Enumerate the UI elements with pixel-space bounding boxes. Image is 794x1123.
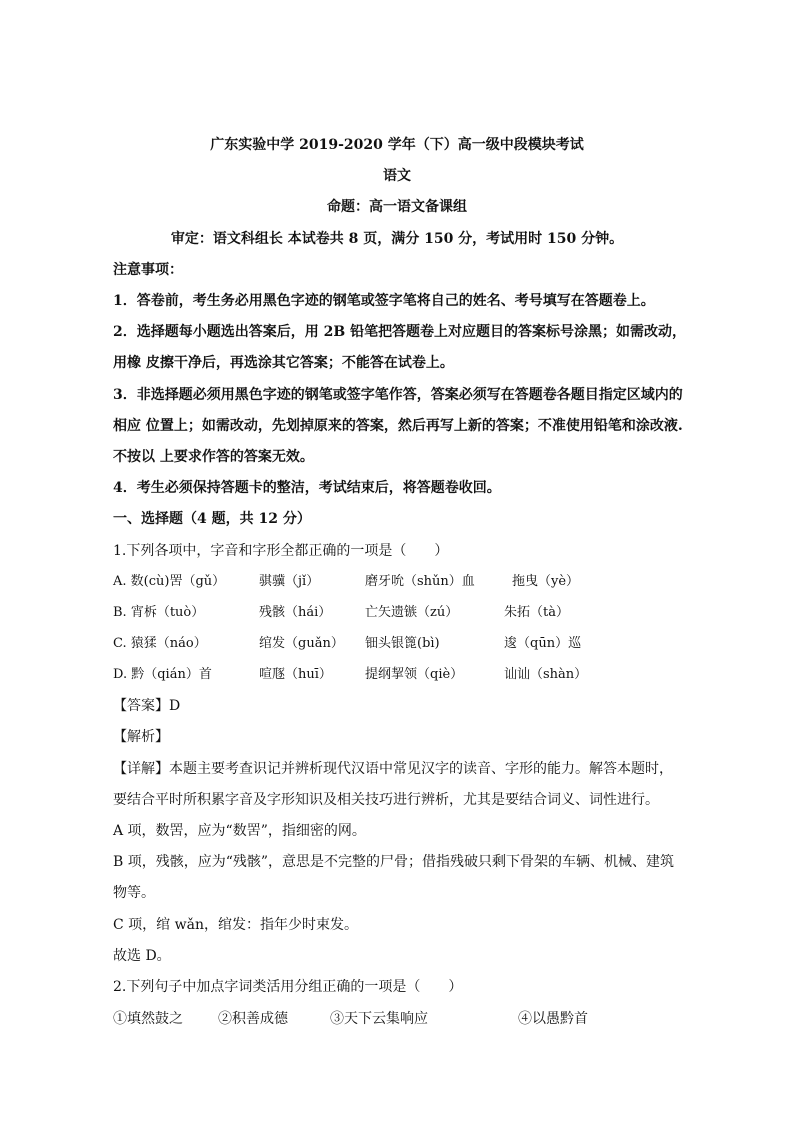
note-item-2-line-1: 2．选择题每小题选出答案后，用 2B 铅笔把答题卷上对应题目的答案标号涂黑；如需改动， — [113, 324, 687, 340]
option-cell: 磨牙吮（shǔn）血 — [365, 574, 475, 589]
section-heading: 一、选择题（4 题，共 12 分） — [113, 511, 311, 527]
analysis-item-b-line-2: 物等。 — [113, 885, 155, 901]
analysis-item-a: A 项，数罟，应为“数罟”，指细密的网。 — [113, 823, 366, 839]
question-2-item: ④以愚黔首 — [518, 1011, 588, 1027]
option-cell: 绾发（guǎn） — [259, 636, 344, 651]
review-line: 审定：语文科组长 本试卷共 8 页，满分 150 分，考试用时 150 分钟。 — [170, 231, 624, 247]
option-cell: B. 宵柝（tuò） — [113, 605, 205, 620]
question-2-stem: 2.下列句子中加点字词类活用分组正确的一项是（ ） — [113, 979, 463, 995]
option-cell: 讪讪（shàn） — [504, 667, 588, 682]
note-item-3-line-1: 3．非选择题必须用黑色字迹的钢笔或签字笔作答，答案必须写在答题卷各题目指定区域内的 — [113, 387, 683, 403]
option-cell: C. 猿猱（náo） — [113, 636, 207, 651]
option-cell: 骐骥（jǐ） — [259, 574, 320, 589]
option-cell: 提纲挈领（qiè） — [365, 667, 464, 682]
exam-title: 广东实验中学 2019-2020 学年（下）高一级中段模块考试 — [210, 137, 584, 153]
option-cell: A. 数(cù)罟（gǔ） — [113, 574, 226, 589]
note-item-1: 1．答卷前，考生务必用黑色字迹的钢笔或签字笔将自己的姓名、考号填写在答题卷上。 — [113, 293, 655, 309]
answer-line: 【答案】D — [113, 698, 181, 714]
analysis-item-b-line-1: B 项，残骸，应为“残骸”，意思是不完整的尸骨；借指残破只剩下骨架的车辆、机械、建筑 — [113, 854, 675, 870]
subject-title: 语文 — [383, 168, 411, 184]
analysis-heading: 【解析】 — [113, 729, 169, 745]
conclusion-line: 故选 D。 — [113, 948, 171, 964]
note-item-3-line-3: 不按以 上要求作答的答案无效。 — [113, 449, 314, 465]
note-item-2-line-2: 用橡 皮擦干净后，再选涂其它答案；不能答在试卷上。 — [113, 355, 454, 371]
detail-line-1: 【详解】本题主要考查识记并辨析现代汉语中常见汉字的读音、字形的能力。解答本题时， — [113, 761, 673, 777]
detail-line-2: 要结合平时所积累字音及字形知识及相关技巧进行辨析，尤其是要结合词义、词性进行。 — [113, 792, 659, 808]
question-2-item: ①填然鼓之 — [113, 1011, 183, 1027]
option-cell: 亡矢遗镞（zú） — [365, 605, 459, 620]
option-cell: 喧豗（huī） — [259, 667, 332, 682]
option-cell: 残骸（hái） — [259, 605, 332, 620]
author-line: 命题：高一语文备课组 — [327, 199, 467, 215]
question-1-stem: 1.下列各项中，字音和字形全都正确的一项是（ ） — [113, 543, 449, 559]
question-2-item: ③天下云集响应 — [330, 1011, 428, 1027]
option-cell: 拖曳（yè） — [512, 574, 580, 589]
option-cell: D. 黔（qián）首 — [113, 667, 212, 682]
note-item-3-line-2: 相应 位置上；如需改动，先划掉原来的答案，然后再写上新的答案；不准使用铅笔和涂改液. — [113, 418, 683, 434]
question-2-item: ②积善成德 — [218, 1011, 288, 1027]
notes-heading: 注意事项： — [113, 262, 183, 278]
option-cell: 逡（qūn）巡 — [504, 636, 582, 651]
note-item-4: 4．考生必须保持答题卡的整洁，考试结束后，将答题卷收回。 — [113, 480, 501, 496]
option-cell: 钿头银篦(bì) — [365, 636, 440, 651]
option-cell: 朱拓（tà） — [504, 605, 569, 620]
analysis-item-c: C 项，绾 wǎn，绾发：指年少时束发。 — [113, 917, 358, 933]
